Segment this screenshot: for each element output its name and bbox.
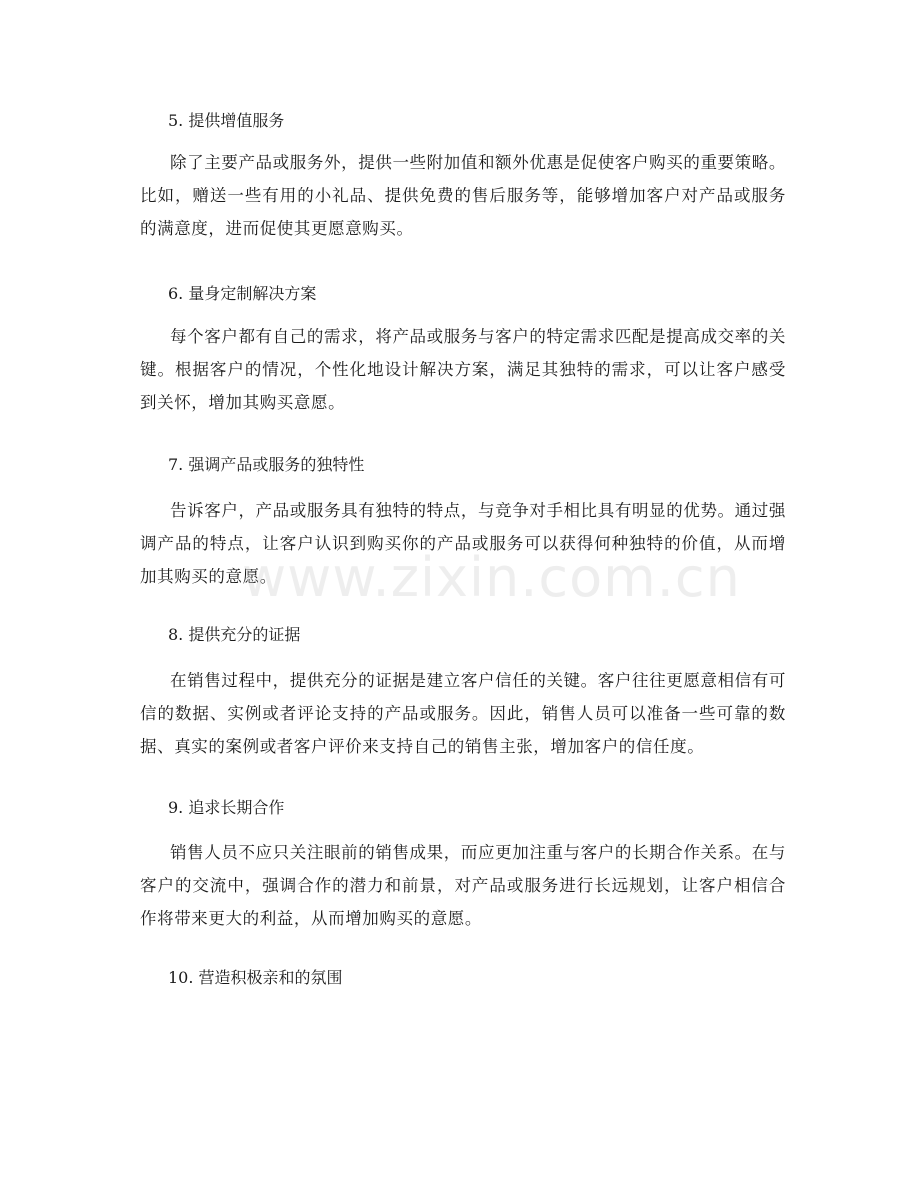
section-heading-8: 8. 提供充分的证据 bbox=[168, 625, 301, 644]
section-heading-6: 6. 量身定制解决方案 bbox=[168, 284, 317, 303]
watermark: www.zixin.com.cn bbox=[242, 546, 741, 609]
section-paragraph-6: 每个客户都有自己的需求，将产品或服务与客户的特定需求匹配是提高成交率的关键。根据客户的情况，个性化地设计解决方案，满足其独特的需求，可以让客户感受到关怀，增加其购买意愿。 bbox=[140, 327, 786, 412]
section-paragraph-7: 告诉客户，产品或服务具有独特的特点，与竞争对手相比具有明显的优势。通过强调产品的特点，让客户认识到购买你的产品或服务可以获得何种独特的价值，从而增加其购买的意愿。 bbox=[140, 501, 786, 586]
section-heading-9: 9. 追求长期合作 bbox=[168, 798, 285, 817]
section-paragraph-9: 销售人员不应只关注眼前的销售成果，而应更加注重与客户的长期合作关系。在与客户的交流中，强调合作的潜力和前景，对产品或服务进行长远规划，让客户相信合作将带来更大的利益，从而增加购买的意愿。 bbox=[140, 843, 786, 928]
section-paragraph-5: 除了主要产品或服务外，提供一些附加值和额外优惠是促使客户购买的重要策略。比如，赠送一些有用的小礼品、提供免费的售后服务等，能够增加客户对产品或服务的满意度，进而促使其更愿意购买。 bbox=[140, 153, 786, 238]
section-heading-10: 10. 营造积极亲和的氛围 bbox=[168, 968, 343, 987]
section-paragraph-8: 在销售过程中，提供充分的证据是建立客户信任的关键。客户往往更愿意相信有可信的数据、实例或者评论支持的产品或服务。因此，销售人员可以准备一些可靠的数据、真实的案例或者客户评价来支持自己的销售主张，增加客户的信任度。 bbox=[140, 671, 786, 756]
section-heading-7: 7. 强调产品或服务的独特性 bbox=[168, 455, 365, 474]
section-heading-5: 5. 提供增值服务 bbox=[168, 111, 285, 130]
